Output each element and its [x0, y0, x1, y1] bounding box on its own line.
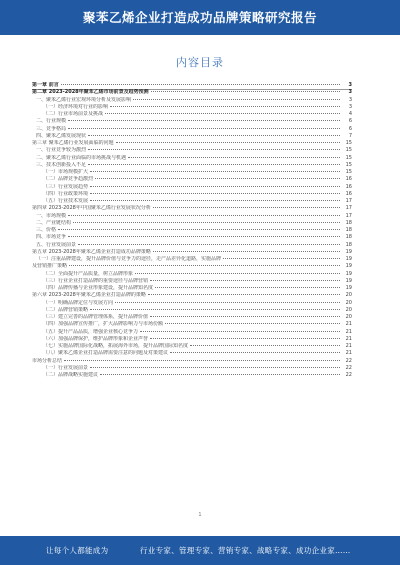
toc-heading: 内容目录	[176, 56, 224, 69]
toc-entry[interactable]	[32, 321, 352, 328]
toc-entry-title: 第六章 2023-2028年聚苯乙烯企业打造品牌的策略	[32, 292, 146, 299]
toc-entry-title: （二）品牌营销策略	[43, 306, 89, 313]
toc-entry[interactable]	[32, 372, 352, 379]
toc-entry[interactable]	[32, 307, 352, 314]
toc-entry-title: 二、产业链结构	[36, 219, 72, 226]
dot-leader	[150, 338, 340, 339]
toc-entry-page: 21	[345, 335, 352, 342]
toc-entry-page: 16	[345, 190, 352, 197]
dot-leader	[90, 193, 340, 194]
toc-entry[interactable]	[32, 147, 352, 154]
footer-bar	[0, 536, 400, 565]
toc-entry-page: 7	[348, 132, 352, 139]
toc-entry-page: 22	[345, 357, 352, 364]
toc-entry-title: （五）行业技术发展	[43, 198, 89, 204]
dot-leader	[151, 91, 340, 92]
dot-leader	[153, 207, 340, 208]
dot-leader	[88, 149, 340, 150]
toc-entry[interactable]	[32, 234, 352, 241]
toc-entry-page: 22	[345, 364, 352, 371]
dot-leader	[58, 229, 340, 230]
toc-entry-page: 18	[345, 234, 352, 241]
toc-entry[interactable]	[32, 126, 352, 133]
toc-entry[interactable]	[32, 191, 352, 198]
toc-entry[interactable]	[32, 140, 352, 147]
header-bar	[0, 0, 400, 35]
toc-entry-page: 3	[348, 103, 352, 110]
dot-leader	[68, 215, 340, 216]
toc-entry[interactable]	[32, 300, 352, 307]
toc-entry-title: 五、行业发展前景	[36, 241, 77, 248]
toc-entry-title: （四）行业政策环境	[43, 190, 89, 197]
toc-entry-title: 第四章 2023-2028年中国聚苯乙烯行业发展状况分析	[32, 205, 151, 212]
toc-entry-title: 第三章 聚苯乙烯行业发展面临的问题	[32, 140, 114, 146]
toc-entry-page: 3	[348, 89, 352, 96]
toc-entry[interactable]	[32, 111, 352, 118]
footer-tagline: 行业专家、管理专家、营销专家、战略专家、成功企业家……	[140, 546, 351, 555]
toc-entry-title: 一、市场规模	[36, 212, 67, 219]
toc-entry-title: （六）加强品牌保护，维护品牌形象和企业声誉	[43, 335, 149, 342]
dot-leader	[190, 345, 340, 346]
dot-leader	[88, 164, 340, 165]
toc-entry-title: 二、行业规模	[36, 118, 67, 125]
toc-entry-title: （二）品牌竞争趋激烈	[43, 176, 94, 183]
dot-leader	[170, 352, 340, 353]
toc-entry-page: 20	[345, 292, 352, 299]
dot-leader	[90, 367, 340, 368]
dot-leader	[69, 265, 340, 266]
toc-entry[interactable]	[32, 365, 352, 372]
toc-entry-page: 3	[348, 82, 352, 88]
toc-entry[interactable]	[32, 97, 352, 104]
toc-entry-page: 20	[345, 306, 352, 313]
toc-entry-title: （一）市场规模扩大	[43, 169, 89, 175]
toc-entry-page: 21	[345, 350, 352, 357]
toc-entry-title: （一）明确品牌定位与发展方向	[43, 299, 114, 306]
toc-entry-page: 19	[345, 248, 352, 255]
toc-entry-title: （二）行业市场前景及挑战	[43, 111, 104, 117]
dot-leader	[90, 171, 340, 172]
page-number: 1	[198, 512, 202, 518]
dot-leader	[135, 273, 340, 274]
toc-entry[interactable]	[32, 220, 352, 227]
toc-entry-page: 3	[348, 96, 352, 103]
toc-entry-page: 16	[345, 183, 352, 190]
report-title: 聚苯乙烯企业打造成功品牌策略研究报告	[82, 10, 317, 25]
dot-leader	[140, 331, 340, 332]
toc-entry-page: 19	[345, 270, 352, 277]
toc-entry-title: （二）全面提升产品质量，树立品牌形象	[43, 270, 134, 277]
toc-entry-title: 四、市场竞争	[36, 234, 67, 241]
dot-leader	[128, 157, 340, 158]
toc-entry[interactable]	[32, 198, 352, 205]
toc-entry-page: 19	[345, 263, 352, 270]
dot-leader	[153, 251, 340, 252]
toc-entry-page: 15	[345, 161, 352, 168]
dot-leader	[115, 302, 340, 303]
toc-entry[interactable]	[32, 169, 352, 176]
toc-entry[interactable]	[32, 256, 352, 263]
toc-entry[interactable]	[32, 314, 352, 321]
toc-entry-title: （一）注重品牌建设，提升品牌价值与竞争力的途径，走产品差异化道路，实施品牌	[36, 256, 222, 262]
dot-leader	[90, 186, 340, 187]
toc-entry-title: 第二章 2023-2028年聚苯乙烯市场前景及趋势预测	[32, 89, 149, 96]
toc-entry[interactable]	[32, 278, 352, 285]
toc-entry-page: 22	[345, 372, 352, 378]
toc-entry-page: 19	[345, 285, 352, 291]
toc-entry[interactable]	[32, 155, 352, 162]
toc-entry-title: 三、价格	[36, 227, 57, 233]
toc-entry-title: （四）品牌传播与企业形象建设，提升品牌知名度	[43, 285, 154, 291]
toc-entry-page: 19	[345, 277, 352, 284]
toc-entry[interactable]	[32, 329, 352, 336]
toc-entry-title: 及营销推广策略	[32, 263, 68, 270]
toc-entry-title: （一）行业发展前景	[43, 364, 89, 371]
toc-entry[interactable]	[32, 249, 352, 256]
dot-leader	[133, 99, 340, 100]
dot-leader	[64, 360, 340, 361]
toc-entry-title: （七）实施品牌国际化战略，拓展海外市场，提升品牌国际知名度	[43, 343, 189, 349]
toc-entry[interactable]	[32, 162, 352, 169]
toc-entry[interactable]	[32, 176, 352, 183]
toc-entry[interactable]	[32, 213, 352, 220]
dot-leader	[61, 84, 340, 85]
dot-leader	[223, 258, 340, 259]
dot-leader	[68, 236, 340, 237]
toc-entry[interactable]	[32, 133, 352, 140]
toc-entry-page: 6	[348, 125, 352, 132]
toc-entry-page: 4	[348, 111, 352, 117]
toc-entry-page: 15	[345, 154, 352, 161]
dot-leader	[150, 316, 340, 317]
toc-entry-page: 21	[345, 343, 352, 349]
toc-entry-page: 21	[345, 321, 352, 328]
toc-entry[interactable]	[32, 205, 352, 212]
toc-entry-page: 17	[345, 205, 352, 212]
toc-entry-page: 20	[345, 299, 352, 306]
toc-entry-page: 17	[345, 212, 352, 219]
dot-leader	[68, 120, 340, 121]
toc-entry-title: （五）提升产品品质，增强企业核心竞争力	[43, 328, 139, 335]
toc-entry[interactable]	[32, 89, 352, 96]
toc-entry-title: 四、聚苯乙烯发展现状	[36, 132, 87, 139]
toc-entry[interactable]	[32, 350, 352, 357]
toc-entry-page: 15	[345, 169, 352, 175]
toc-entry[interactable]	[32, 184, 352, 191]
toc-entry-page: 16	[345, 176, 352, 183]
dot-leader	[73, 222, 340, 223]
toc-entry[interactable]	[32, 292, 352, 299]
toc-entry[interactable]	[32, 104, 352, 111]
dot-leader	[78, 244, 340, 245]
toc-entry[interactable]	[32, 271, 352, 278]
toc-entry[interactable]	[32, 285, 352, 292]
toc-entry-page: 20	[345, 314, 352, 320]
toc-entry-page: 6	[348, 118, 352, 125]
toc-entry-title: （四）加强品牌宣传推广，扩大品牌影响力与市场份额	[43, 321, 164, 328]
toc-entry-title: 第一章 前言	[32, 82, 59, 88]
toc-entry-title: （三）行业企业打造品牌的重要途径与品牌营销	[43, 277, 149, 284]
toc-entry-page: 17	[345, 198, 352, 204]
toc-entry-title: 三、竞争格局	[36, 125, 67, 132]
toc-entry-title: 第五章 2023-2028年聚苯乙烯企业打造成功品牌策略	[32, 248, 151, 255]
toc-entry[interactable]	[32, 343, 352, 350]
footer-slogan: 让每个人都能成为	[46, 546, 109, 555]
toc-entry[interactable]	[32, 118, 352, 125]
dot-leader	[110, 106, 340, 107]
dot-leader	[95, 178, 340, 179]
dot-leader	[88, 135, 340, 136]
toc-entry-title: （二）品牌战略实施建议	[43, 372, 99, 378]
toc-entry-title: 一、聚苯乙烯行业宏观环境分析及发展影响	[36, 96, 132, 103]
toc-entry-title: 一、行业竞争较为激烈	[36, 147, 87, 154]
toc-entry-page: 18	[345, 241, 352, 248]
dot-leader	[68, 128, 340, 129]
dot-leader	[150, 280, 340, 281]
toc-entry[interactable]	[32, 227, 352, 234]
table-of-contents	[32, 82, 352, 379]
toc-entry-page: 18	[345, 219, 352, 226]
toc-entry-title: 市场分析总结	[32, 357, 63, 364]
dot-leader	[155, 287, 340, 288]
toc-entry-title: （三）行业发展趋势	[43, 183, 89, 190]
toc-entry-page: 21	[345, 328, 352, 335]
dot-leader	[148, 294, 340, 295]
dot-leader	[90, 200, 340, 201]
dot-leader	[165, 323, 340, 324]
toc-entry-page: 18	[345, 227, 352, 233]
toc-entry[interactable]	[32, 358, 352, 365]
toc-entry-page: 15	[345, 147, 352, 154]
toc-entry[interactable]	[32, 82, 352, 89]
toc-entry-page: 19	[345, 256, 352, 262]
dot-leader	[116, 142, 340, 143]
toc-entry[interactable]	[32, 242, 352, 249]
dot-leader	[90, 309, 340, 310]
toc-entry-title: 二、聚苯乙烯行业面临的市场挑战与机遇	[36, 154, 127, 161]
dot-leader	[100, 374, 340, 375]
toc-entry-page: 15	[345, 140, 352, 146]
toc-entry-title: （三）建立完善的品牌管理体系，提升品牌价值	[43, 314, 149, 320]
toc-entry[interactable]	[32, 263, 352, 270]
dot-leader	[105, 113, 340, 114]
toc-entry-title: 三、技术创新投入不足	[36, 161, 87, 168]
toc-entry-title: （八）聚苯乙烯企业打造品牌需要注意的问题及对策建议	[43, 350, 169, 357]
toc-entry-title: （一）经济环境对行业的影响	[43, 103, 109, 110]
toc-entry[interactable]	[32, 336, 352, 343]
